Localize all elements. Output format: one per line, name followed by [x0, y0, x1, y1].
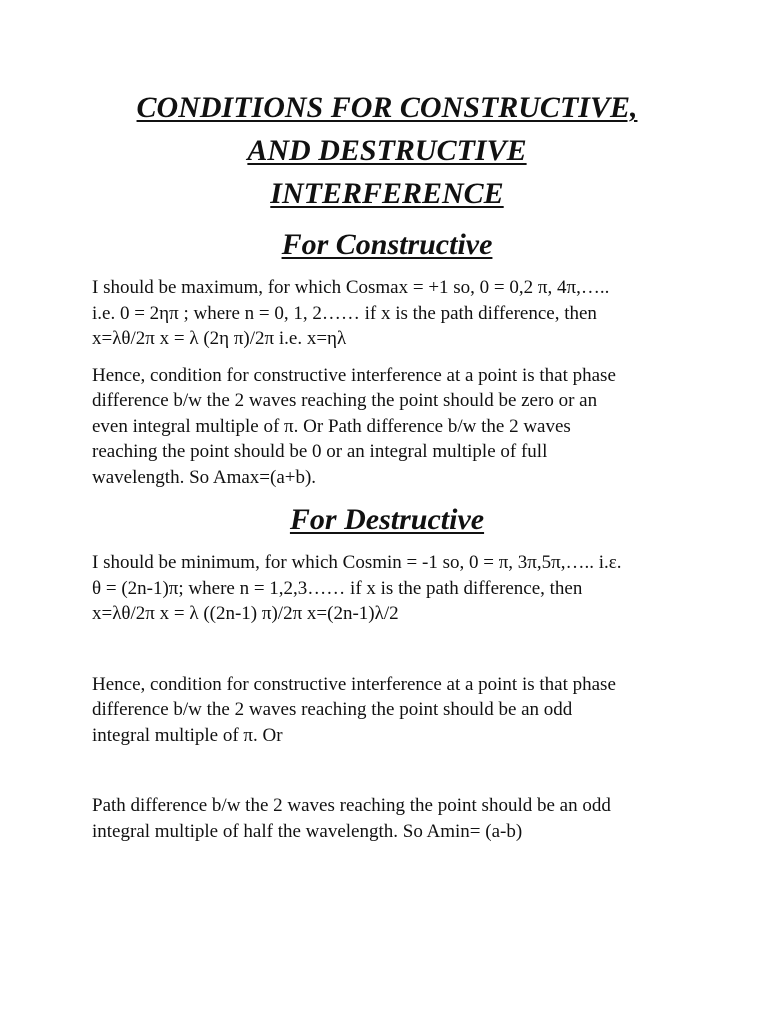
text-line: integral multiple of half the wavelength. So Amin= (a-b)	[92, 820, 523, 842]
destructive-heading: For Destructive	[289, 503, 485, 536]
text-line: x=λθ/2π x = λ ((2n-1) π)/2π x=(2n-1)λ/2	[92, 603, 399, 624]
text-line: even integral multiple of π. Or Path difference b/w the 2 waves	[92, 415, 571, 437]
text-line: difference b/w the 2 waves reaching the point should be an odd	[92, 699, 573, 720]
text-line: I should be maximum, for which Cosmax = +1 so, 0 = 0,2 π, 4π,…..	[92, 277, 610, 298]
text-line: difference b/w the 2 waves reaching the point should be zero or an	[92, 390, 598, 411]
text-line: wavelength. So Amax=(a+b).	[92, 466, 317, 488]
destructive-condition-paragraph	[92, 672, 682, 749]
page-title	[92, 86, 682, 215]
document-page	[92, 86, 682, 844]
text-line: θ = (2n-1)π; where n = 1,2,3…… if x is the path difference, then	[92, 577, 583, 599]
destructive-derivation-paragraph	[92, 550, 682, 627]
text-line: i.e. 0 = 2ηπ ; where n = 0, 1, 2…… if x is the path difference, then	[92, 302, 597, 324]
text-line: x=λθ/2π x = λ (2η π)/2π i.e. x=ηλ	[92, 328, 347, 349]
text-line: Hence, condition for constructive interference at a point is that phase	[92, 364, 616, 386]
text-line: integral multiple of π. Or	[92, 724, 283, 746]
constructive-heading: For Constructive	[281, 228, 493, 261]
constructive-condition-paragraph	[92, 363, 682, 491]
title-line: AND DESTRUCTIVE	[247, 134, 527, 167]
text-line: Path difference b/w the 2 waves reaching the point should be an odd	[92, 795, 611, 816]
text-line: reaching the point should be 0 or an integral multiple of full	[92, 441, 548, 462]
title-line: INTERFERENCE	[270, 177, 504, 210]
text-line: I should be minimum, for which Cosmin = -1 so, 0 = π, 3π,5π,….. i.ε.	[92, 552, 622, 573]
text-line: Hence, condition for constructive interference at a point is that phase	[92, 673, 616, 695]
constructive-derivation-paragraph	[92, 275, 682, 352]
title-line: CONDITIONS FOR CONSTRUCTIVE,	[136, 91, 638, 124]
destructive-path-difference-paragraph	[92, 793, 682, 844]
